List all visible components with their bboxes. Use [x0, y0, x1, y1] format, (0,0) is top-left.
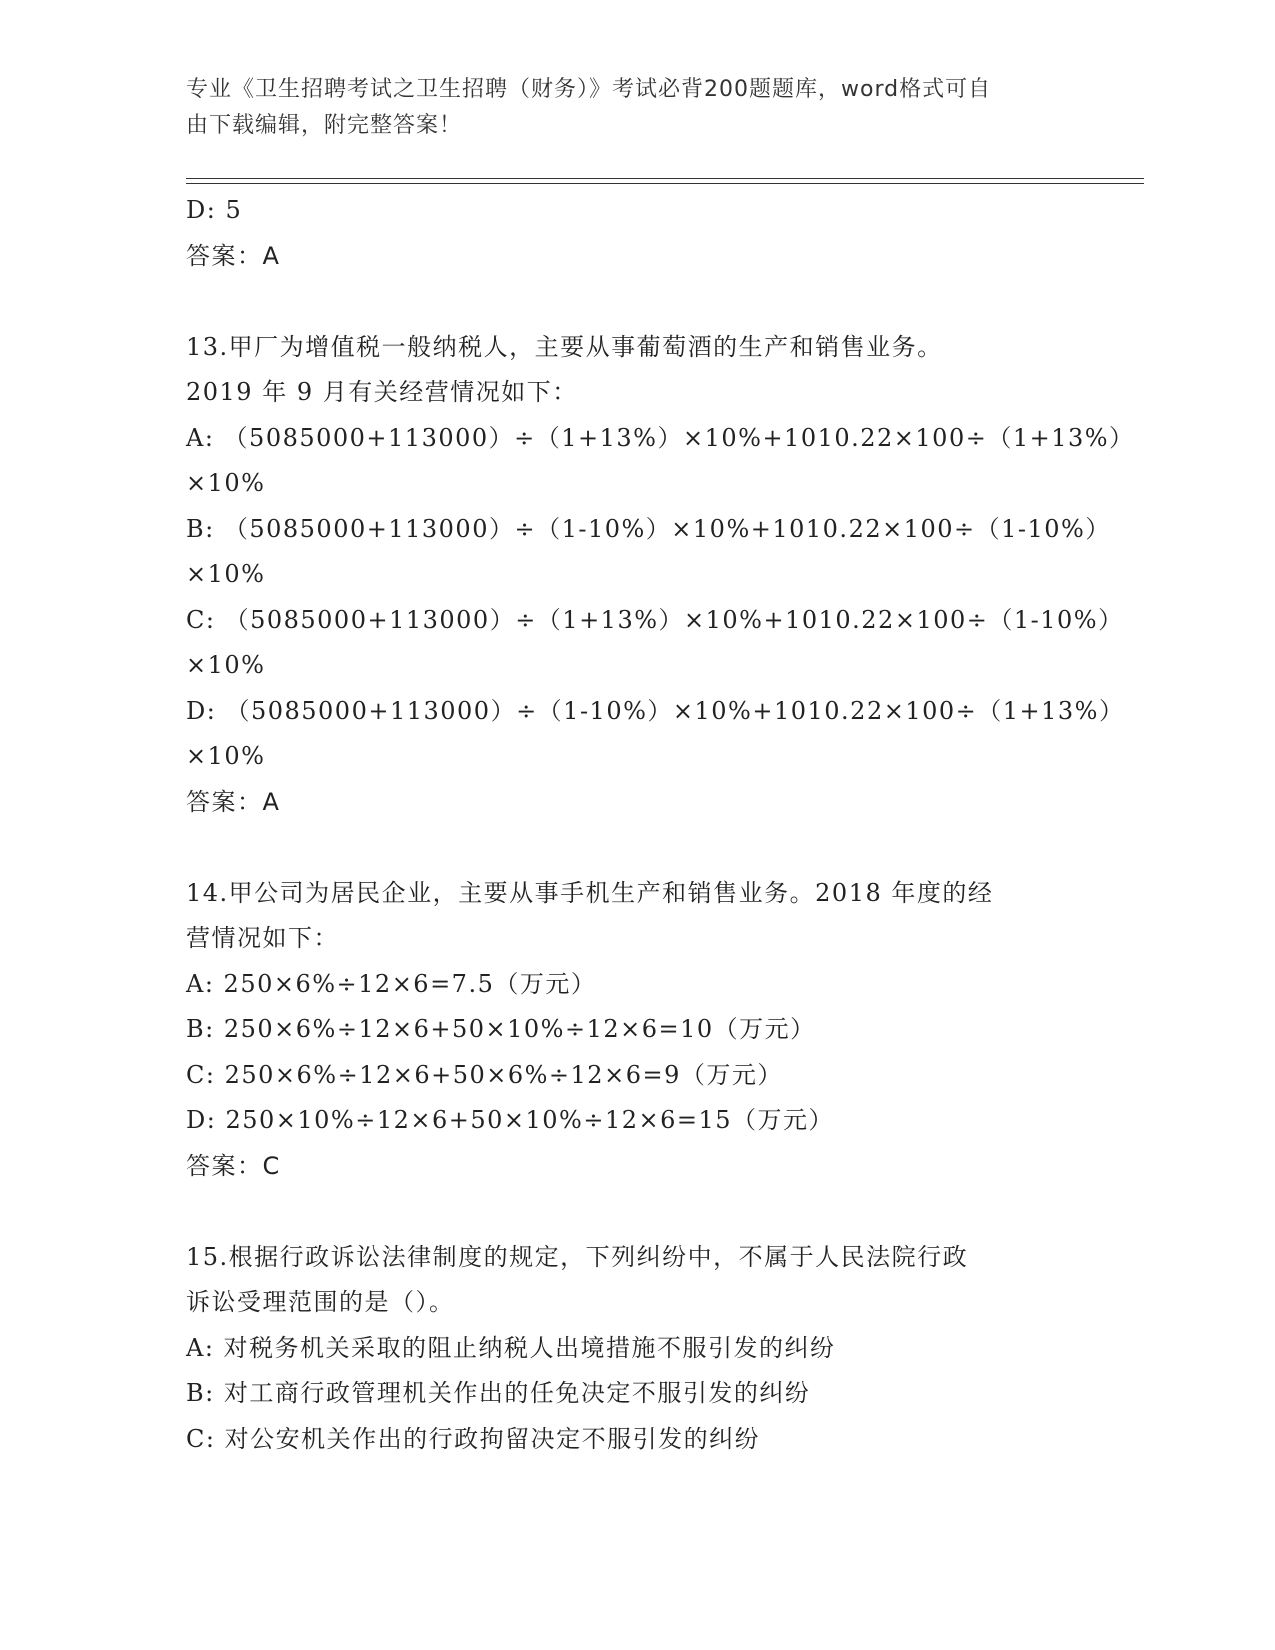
option-line: ×10% [186, 560, 266, 588]
option-line: D: （5085000+113000）÷（1-10%）×10%+1010.22×100÷（1+13%） [186, 696, 1125, 725]
answer-line: 答案：A [186, 787, 281, 816]
answer-line: 答案：A [186, 241, 281, 270]
option-line: C: 对公安机关作出的行政拘留决定不服引发的纠纷 [186, 1424, 761, 1453]
question-block [186, 188, 1086, 279]
header-divider [186, 183, 1144, 184]
question-block [186, 325, 1135, 826]
option-line: ×10% [186, 651, 266, 679]
spacer [186, 825, 1086, 871]
spacer [186, 279, 1086, 325]
option-line: D: 5 [186, 196, 243, 224]
question-stem: 13.甲厂为增值税一般纳税人，主要从事葡萄酒的生产和销售业务。 [186, 332, 943, 361]
question-block [186, 1235, 1086, 1463]
header-line: 专业《卫生招聘考试之卫生招聘（财务）》考试必背200题题库，word格式可自 [186, 77, 992, 102]
option-line: ×10% [186, 469, 266, 497]
option-line: A: 对税务机关采取的阻止纳税人出境措施不服引发的纠纷 [186, 1333, 836, 1362]
question-stem: 诉讼受理范围的是（）。 [186, 1288, 455, 1316]
header-line: 由下载编辑，附完整答案！ [186, 113, 463, 138]
option-line: D: 250×10%÷12×6+50×10%÷12×6=15（万元） [186, 1106, 835, 1134]
option-line: B: （5085000+113000）÷（1-10%）×10%+1010.22×100÷（1-10%） [186, 514, 1111, 543]
option-line: C: 250×6%÷12×6+50×6%÷12×6=9（万元） [186, 1060, 783, 1089]
option-line: B: 对工商行政管理机关作出的任免决定不服引发的纠纷 [186, 1379, 811, 1407]
option-line: A: （5085000+113000）÷（1+13%）×10%+1010.22×100÷（1+13%） [186, 423, 1135, 452]
question-stem: 营情况如下： [186, 924, 339, 952]
document-header [186, 72, 1066, 144]
option-line: ×10% [186, 742, 266, 770]
option-line: A: 250×6%÷12×6=7.5（万元） [186, 969, 597, 998]
header-divider [186, 178, 1144, 179]
question-stem: 2019 年 9 月有关经营情况如下： [186, 378, 578, 406]
option-line: B: 250×6%÷12×6+50×10%÷12×6=10（万元） [186, 1015, 816, 1043]
spacer [186, 1189, 1086, 1235]
question-list [186, 188, 1135, 1462]
question-block [186, 871, 1086, 1190]
option-line: C: （5085000+113000）÷（1+13%）×10%+1010.22×100÷（1-10%） [186, 605, 1124, 634]
question-stem: 15.根据行政诉讼法律制度的规定，下列纠纷中，不属于人民法院行政 [186, 1242, 969, 1271]
answer-line: 答案：C [186, 1151, 281, 1180]
question-stem: 14.甲公司为居民企业，主要从事手机生产和销售业务。2018 年度的经 [186, 878, 994, 907]
